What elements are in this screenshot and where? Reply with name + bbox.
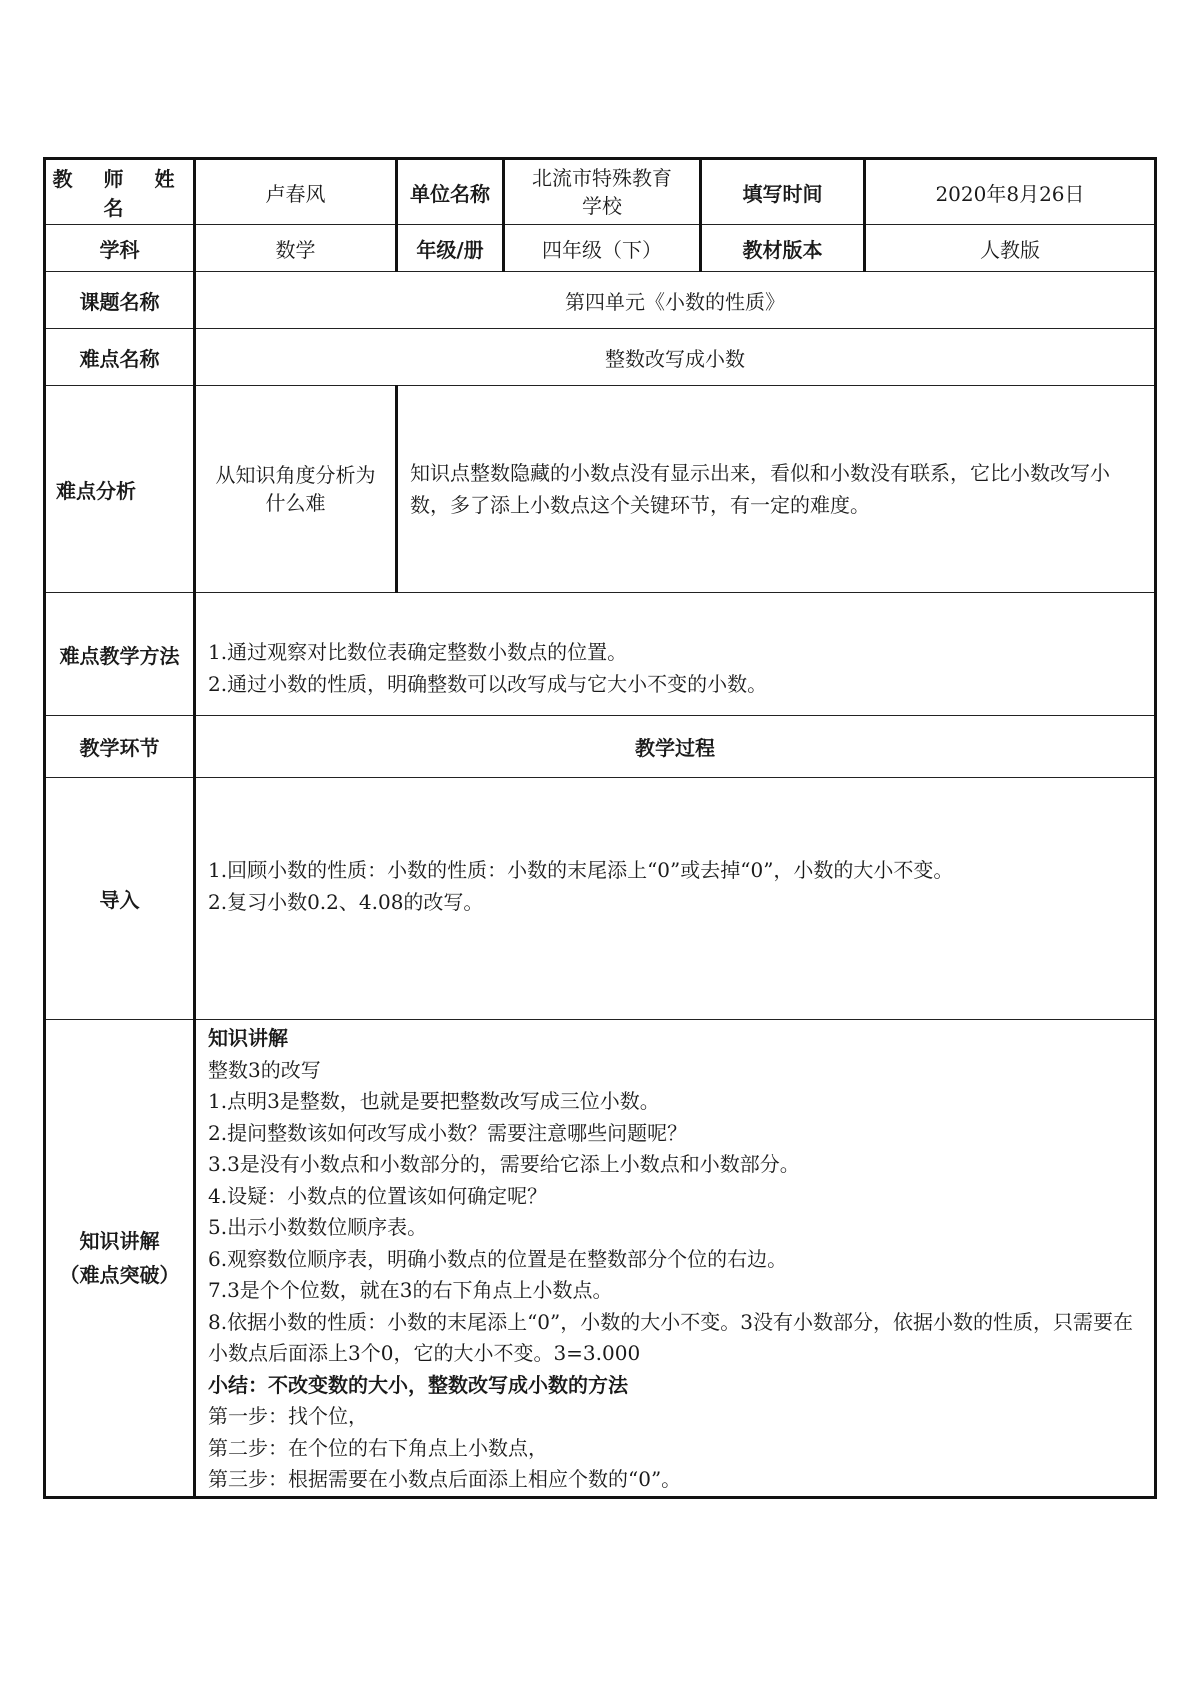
method-row [45, 593, 1156, 716]
topic-row [45, 272, 1156, 329]
topic-value: 第四单元《小数的性质》 [195, 272, 1156, 329]
grade-label: 年级/册 [397, 225, 504, 272]
method-content [195, 593, 1156, 716]
teacher-name-label-text: 教 师 姓 名 [52, 167, 187, 220]
knowledge-label-line-1: 知识讲解 [79, 1228, 160, 1253]
step-3: 第三步：根据需要在小数点后面添上相应个数的“0”。 [208, 1467, 682, 1491]
difficulty-row [45, 329, 1156, 386]
edition-value: 人教版 [865, 225, 1156, 272]
analysis-text: 知识点整数隐藏的小数点没有显示出来，看似和小数没有联系，它比小数改写小数，多了添上小数点这个关键环节，有一定的难度。 [410, 461, 1110, 517]
knowledge-line-8: 8.依据小数的性质：小数的末尾添上“0”，小数的大小不变。3没有小数部分，依据小数的性质，只需要在小数点后面添上3个0，它的大小不变。3=3.000 [208, 1309, 1133, 1365]
knowledge-line-5: 5.出示小数数位顺序表。 [208, 1215, 428, 1239]
summary-heading: 小结：不改变数的大小，整数改写成小数的方法 [208, 1372, 628, 1397]
analysis-sub-label: 从知识角度分析为什么难 [195, 386, 397, 593]
knowledge-line-7: 7.3是个个位数，就在3的右下角点上小数点。 [208, 1278, 613, 1302]
process-step-label: 教学环节 [45, 716, 195, 778]
knowledge-line-6: 6.观察数位顺序表，明确小数点的位置是在整数部分个位的右边。 [208, 1246, 788, 1271]
fill-time-label: 填写时间 [701, 159, 865, 225]
analysis-text-cell [397, 386, 1156, 593]
step-1: 第一步：找个位， [208, 1404, 368, 1428]
knowledge-line-1: 1.点明3是整数，也就是要把整数改写成三位小数。 [208, 1089, 660, 1113]
header-row-1 [45, 159, 1156, 225]
knowledge-label-line-2: （难点突破） [59, 1262, 180, 1287]
unit-name-label: 单位名称 [397, 159, 504, 225]
knowledge-content [195, 1020, 1156, 1498]
method-line-1: 1.通过观察对比数位表确定整数小数点的位置。 [208, 640, 628, 664]
lesson-table [43, 157, 1157, 1499]
analysis-label: 难点分析 [45, 386, 195, 593]
knowledge-line-4: 4.设疑：小数点的位置该如何确定呢？ [208, 1183, 548, 1208]
lesson-form [43, 157, 1154, 1499]
intro-line-2: 2.复习小数0.2、4.08的改写。 [208, 890, 484, 914]
step-2: 第二步：在个位的右下角点上小数点， [208, 1435, 548, 1460]
knowledge-heading: 知识讲解 [208, 1026, 288, 1050]
fill-time-value: 2020年8月26日 [865, 159, 1156, 225]
analysis-row [45, 386, 1156, 593]
difficulty-label: 难点名称 [45, 329, 195, 386]
method-line-2: 2.通过小数的性质，明确整数可以改写成与它大小不变的小数。 [208, 672, 768, 696]
intro-row [45, 778, 1156, 1020]
subject-value: 数学 [195, 225, 397, 272]
knowledge-line-3: 3.3是没有小数点和小数部分的，需要给它添上小数点和小数部分。 [208, 1152, 800, 1176]
intro-label: 导入 [45, 778, 195, 1020]
process-title: 教学过程 [195, 716, 1156, 778]
topic-label: 课题名称 [45, 272, 195, 329]
knowledge-row [45, 1020, 1156, 1498]
subject-label: 学科 [45, 225, 195, 272]
teacher-name-label [45, 159, 195, 225]
intro-line-1: 1.回顾小数的性质：小数的性质：小数的末尾添上“0”或去掉“0”，小数的大小不变。 [208, 858, 954, 882]
intro-content [195, 778, 1156, 1020]
method-label: 难点教学方法 [45, 593, 195, 716]
knowledge-line-2: 2.提问整数该如何改写成小数？需要注意哪些问题呢？ [208, 1120, 688, 1145]
knowledge-line-0: 整数3的改写 [208, 1057, 321, 1082]
edition-label: 教材版本 [701, 225, 865, 272]
header-row-2 [45, 225, 1156, 272]
knowledge-lines [196, 1023, 1154, 1496]
knowledge-label [45, 1020, 195, 1498]
difficulty-value: 整数改写成小数 [195, 329, 1156, 386]
teacher-name-value: 卢春风 [195, 159, 397, 225]
process-header-row [45, 716, 1156, 778]
unit-name-value: 北流市特殊教育学校 [504, 159, 701, 225]
grade-value: 四年级（下） [504, 225, 701, 272]
